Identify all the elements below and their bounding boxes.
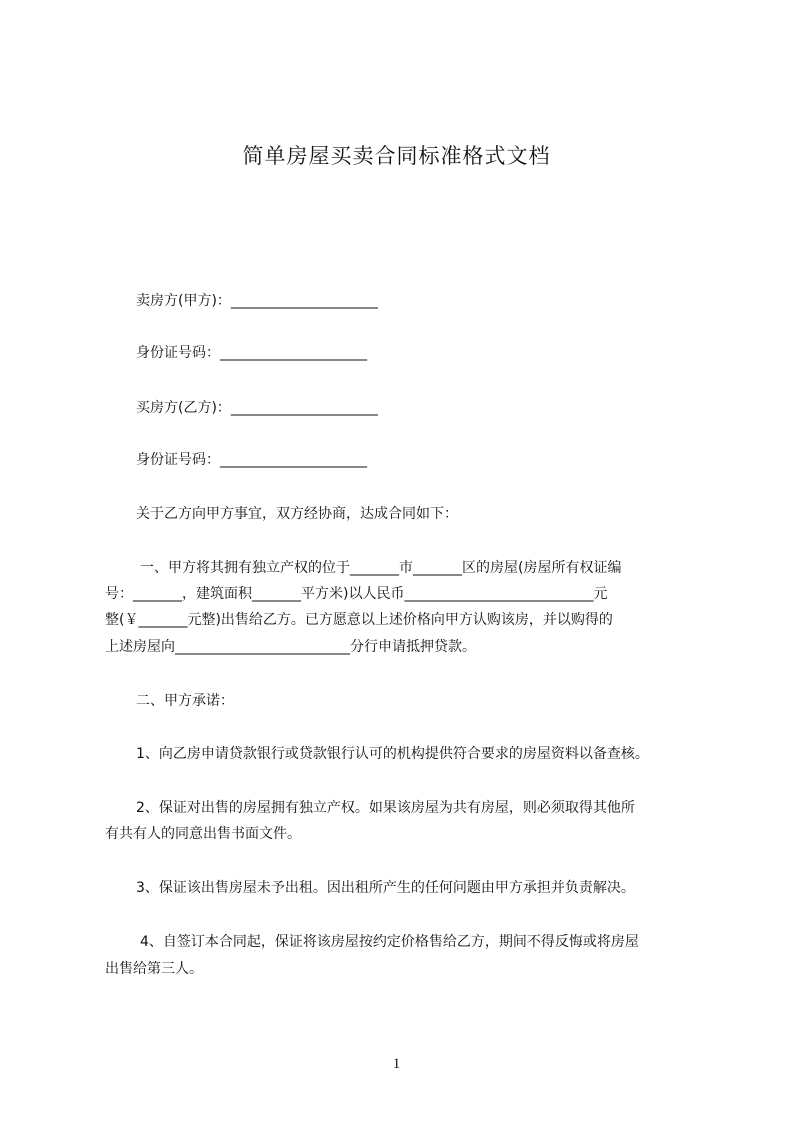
promise-2-line2: 有共有人的同意出售书面文件。 — [105, 826, 301, 842]
buyer-field: 买房方(乙方)：_____________________ — [136, 400, 378, 416]
seller-id-field: 身份证号码：_____________________ — [136, 345, 367, 361]
clause1-line3: 整(￥_______元整)出售给乙方。已方愿意以上述价格向甲方认购该房，并以购得的 — [105, 612, 613, 628]
document-title: 简单房屋买卖合同标准格式文档 — [242, 144, 551, 168]
promise-2-line1: 2、保证对出售的房屋拥有独立产权。如果该房屋为共有房屋，则必须取得其他所 — [136, 800, 635, 816]
clause1-line4: 上述房屋向_________________________分行申请抵押贷款。 — [105, 639, 476, 655]
page-number: 1 — [392, 1056, 401, 1072]
buyer-id-field: 身份证号码：_____________________ — [136, 452, 367, 468]
promise-4-line2: 出售给第三人。 — [105, 961, 203, 977]
clause2-heading: 二、甲方承诺： — [136, 693, 234, 709]
promise-4-line1: 4、自签订本合同起，保证将该房屋按约定价格售给乙方，期间不得反悔或将房屋 — [140, 934, 639, 950]
intro-paragraph: 关于乙方向甲方事宜，双方经协商，达成合同如下： — [136, 506, 458, 522]
promise-3: 3、保证该出售房屋未予出租。因出租所产生的任何问题由甲方承担并负责解决。 — [136, 880, 635, 896]
clause1-line1: 一、甲方将其拥有独立产权的位于_______市_______区的房屋(房屋所有权证编 — [140, 560, 622, 576]
clause1-line2: 号：_______，建筑面积_______平方米)以人民币___________________________元 — [105, 586, 608, 602]
promise-1: 1、向乙房申请贷款银行或贷款银行认可的机构提供符合要求的房屋资料以备查核。 — [136, 746, 649, 762]
seller-field: 卖房方(甲方)：_____________________ — [136, 293, 378, 309]
